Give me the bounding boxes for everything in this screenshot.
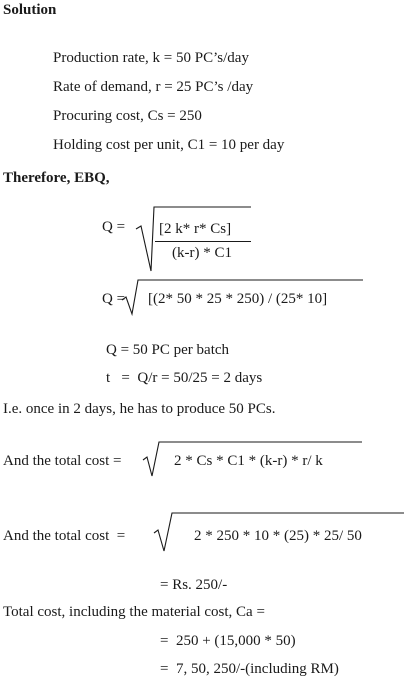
ebq-heading: Therefore, EBQ, (3, 170, 110, 186)
formula2-lhs: Q = (102, 291, 126, 307)
square-root-symbol (136, 205, 256, 275)
total-cost-values-lhs: And the total cost = (3, 528, 126, 544)
given-holding-cost: Holding cost per unit, C1 = 10 per day (53, 137, 285, 153)
solution-heading: Solution (3, 2, 57, 18)
total-cost-values-radicand: 2 * 250 * 10 * (25) * 25/ 50 (194, 528, 362, 544)
formula2-radicand: [(2* 50 * 25 * 250) / (25* 10] (148, 291, 328, 307)
total-cost-formula-lhs: And the total cost = (3, 453, 122, 469)
fraction-bar (155, 241, 251, 242)
given-procuring-cost: Procuring cost, Cs = 250 (53, 108, 202, 124)
formula1-lhs: Q = (102, 219, 126, 235)
t-result: t = Q/r = 50/25 = 2 days (106, 370, 263, 386)
total-cost-formula-radicand: 2 * Cs * C1 * (k-r) * r/ k (174, 453, 323, 469)
q-result: Q = 50 PC per batch (106, 342, 230, 358)
given-production-rate: Production rate, k = 50 PC’s/day (53, 50, 249, 66)
material-cost-line-2: = 7, 50, 250/-(including RM) (160, 661, 339, 677)
material-cost-heading: Total cost, including the material cost, Ca = (3, 604, 265, 620)
formula1-numerator: [2 k* r* Cs] (159, 221, 232, 237)
formula1-denominator: (k-r) * C1 (172, 245, 232, 261)
total-cost-result: = Rs. 250/- (160, 577, 228, 593)
given-demand-rate: Rate of demand, r = 25 PC’s /day (53, 79, 254, 95)
explanation-line: I.e. once in 2 days, he has to produce 50 PCs. (3, 401, 276, 417)
material-cost-line-1: = 250 + (15,000 * 50) (160, 633, 296, 649)
